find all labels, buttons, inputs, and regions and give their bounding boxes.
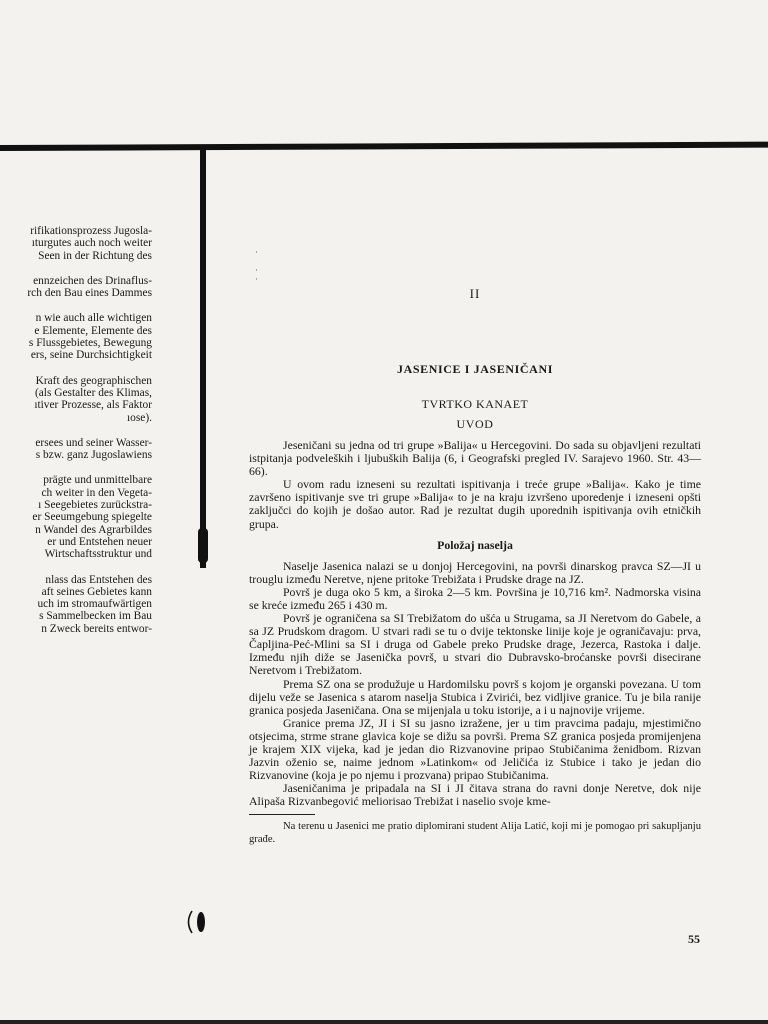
page-number: 55: [688, 932, 700, 946]
left-line: (als Gestalter des Klimas,: [34, 386, 152, 399]
left-paragraph: [0, 437, 152, 462]
intro-paragraph: Jeseničani su jedna od tri grupe »Balija« u Hercegovini. Do sada su objavljeni rezultati istpitanja podveleških i ljubuških Balija (6, i Geografski pregled IV. Sarajevo 1960. Str. 43—66).: [249, 438, 701, 479]
intro-paragraph: U ovom radu izneseni su rezultati ispitivanja i treće grupe »Balija«. Kako je time završeno ispitivanje sve tri grupe »Balija« to je na kraju izvršeno uporedenje i izneseni opšti zaključci do kojih je došao autor. Rad je rezultat dugih uporednih ispitivanja ovih etničkih grupa.: [249, 477, 701, 531]
left-line: ers, seine Durchsichtigkeit: [30, 349, 152, 362]
binding-gutter: [200, 148, 206, 568]
left-paragraph: [0, 275, 152, 300]
body-paragraph: Površ je duga oko 5 km, a široka 2—5 km. Površina je 10,716 km². Nadmorska visina se kreće između 265 i 430 m.: [249, 584, 701, 612]
left-line: s Flussgebietes, Bewegung: [28, 337, 152, 350]
footnote: Na terenu u Jasenici me pratio diplomirani student Alija Latić, koji mi je pomogao pri sakupljanju građe.: [249, 821, 701, 845]
left-line: ıtiver Prozesse, als Faktor: [34, 399, 152, 412]
left-line: rch den Bau eines Dammes: [27, 287, 152, 300]
left-line: Seen in der Richtung des: [38, 249, 152, 262]
article-author: TVRTKO KANAET: [421, 397, 529, 411]
left-line: er Seeumgebung spiegelte: [32, 511, 152, 524]
body-text: [249, 560, 701, 809]
left-paragraph: [0, 375, 152, 424]
body-paragraph: Naselje Jasenica nalazi se u donjoj Hercegovini, na površi dinarskog pravca SZ—JI u trouglu između Neretve, njene pritoke Trebižata i Prudske drage na JZ.: [249, 558, 701, 586]
left-line: rifikationsprozess Jugosla-: [30, 225, 152, 237]
article-title: JASENICE I JASENIČANI: [397, 362, 553, 376]
footnote-rule: [249, 814, 315, 815]
left-paragraph: [0, 574, 152, 635]
body-paragraph: Površ je ograničena sa SI Trebižatom do ušća u Strugama, sa JI Neretvom do Gabele, a sa JZ Prudskom dragom. U stvari radi se tu o dvije tektonske linije koje je ograničavaju: prva, Čapljina-Peć-Mlini sa SI i druga od Gabele preko Prudske drage, Jezerca, Rastoka i dalje. Između njih diže se Jasenička površ, u stvari dio Dubravsko-broćanske površi disecirane Neretvom i Trebižatom.: [249, 611, 701, 678]
left-line: Wirtschaftsstruktur und: [44, 548, 152, 561]
page-bottom-rule: [0, 1020, 768, 1024]
left-line: e Elemente, Elemente des: [34, 324, 152, 337]
chapter-number: II: [469, 286, 481, 301]
intro-text: [249, 439, 701, 531]
body-paragraph: Granice prema JZ, JI i SI su jasno izražene, jer u tim pravcima padaju, mjestimično otsjecima, strme strane glavica koje se dižu sa površi. Prema SZ granica posjeda promijenjena je krajem XIX vijeka, kad je jedan dio Rizvanovine pripao Stubičanima ženidbom. Rizvan Jazvin oženio se, naime jednom »Latinkom« od Jeličića iz Stubice i tako je jedan dio Rizvanovine (koja je po njemu i prozvana) pripao Stubičanima.: [249, 715, 701, 783]
left-line: ıose).: [127, 411, 152, 424]
left-line: uch im stromaufwärtigen: [37, 598, 152, 611]
right-page: [249, 286, 701, 846]
left-line: nlass das Entstehen des: [45, 573, 152, 586]
left-line: s bzw. ganz Jugoslawiens: [35, 449, 152, 462]
left-line: n wie auch alle wichtigen: [35, 312, 152, 325]
left-line: aft seines Gebietes kann: [41, 585, 152, 598]
left-line: ch weiter in den Vegeta-: [41, 486, 152, 499]
left-line: ersees und seiner Wasser-: [35, 436, 152, 449]
page-top-rule: [0, 142, 768, 151]
left-page-fragment: [0, 225, 152, 648]
body-paragraph: Prema SZ ona se produžuje u Hardomilsku površ s kojom je organski povezana. U tom dijelu veže se Jasenica s atarom naselja Stubica i Zvirići, bez vidljive granice. Tu je bila ranije granica posjeda Jaseničana. Ona se mijenjala u toku istorije, a i u najnovije vrijeme.: [249, 676, 701, 717]
left-line: er und Entstehen neuer: [47, 535, 152, 548]
body-paragraph: Jaseničanima je pripadala na SI i JI čitava strana do ravni donje Neretve, dok nije Alipaša Rizvanbegović meliorisao Trebižat i naselio svoje kme-: [249, 781, 701, 809]
speck-marks: · · ·: [255, 247, 258, 284]
left-line: ıturgutes auch noch weiter: [31, 237, 152, 250]
subheading: Položaj naselja: [437, 537, 513, 552]
left-paragraph: [0, 312, 152, 361]
left-line: prägte und unmittelbare: [43, 474, 152, 487]
left-line: n Zweck bereits entwor-: [41, 622, 152, 635]
paren-blot-icon: [183, 908, 211, 936]
left-line: ennzeichen des Drinaflus-: [33, 274, 152, 287]
left-paragraph: [0, 474, 152, 560]
left-line: n Wandel des Agrarbildes: [35, 523, 152, 536]
left-line: s Sammelbecken im Bau: [39, 610, 152, 623]
left-paragraph: [0, 225, 152, 262]
left-line: ı Seegebietes zurückstra-: [38, 499, 152, 512]
left-line: Kraft des geographischen: [35, 374, 152, 387]
section-heading: UVOD: [456, 417, 494, 431]
